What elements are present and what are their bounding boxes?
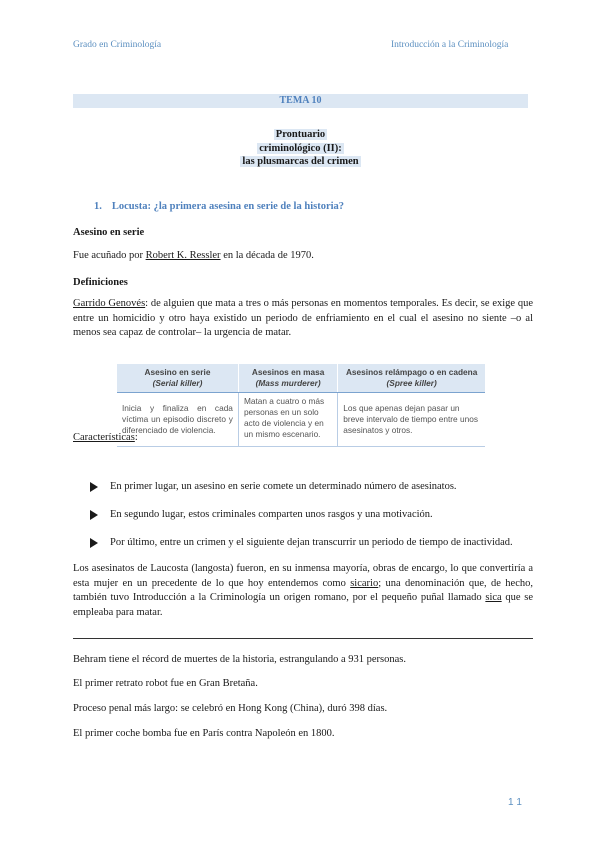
tema-bar: TEMA 10 <box>73 94 528 108</box>
asesino-paragraph <box>73 249 533 264</box>
table-header-mass <box>238 364 337 393</box>
asesino-text-after: en la década de 1970. <box>220 250 314 261</box>
table-header-title: Asesinos relámpago o en cadena <box>345 367 478 377</box>
list-item <box>90 481 457 492</box>
asesino-author: Robert K. Ressler <box>145 250 221 261</box>
section-title: Locusta: ¿la primera asesina en serie de la historia? <box>111 201 345 212</box>
arrow-bullet-icon <box>90 482 98 492</box>
list-item <box>90 537 513 548</box>
table-header-spree <box>338 364 485 393</box>
header-left: Grado en Criminología <box>73 40 162 50</box>
table-header-sub: (Serial killer) <box>152 378 203 388</box>
asesino-heading: Asesino en serie <box>73 227 145 238</box>
table-cell-mass: Matan a cuatro o más personas en un solo acto de violencia y en un mismo escenario. <box>238 393 337 447</box>
fact-item: Behram tiene el récord de muertes de la historia, estrangulando a 931 personas. <box>73 654 406 665</box>
title-line-3: las plusmarcas del crimen <box>242 156 359 167</box>
locusta-text-1: Los asesinatos de Laucosta (langosta) fueron, en su inmensa mayoría, obras de encargo, lo que convertiría a esta mujer en un precedente de lo que hoy entendemos como <box>73 563 533 589</box>
page-number: 1 1 <box>508 797 522 808</box>
section-number: 1. <box>94 201 102 212</box>
document-title <box>73 128 528 169</box>
table-header-sub: (Mass murderer) <box>255 378 321 388</box>
fact-item: El primer retrato robot fue en Gran Bretaña. <box>73 678 258 689</box>
fact-item: Proceso penal más largo: se celebró en Hong Kong (China), duró 398 días. <box>73 703 388 714</box>
arrow-bullet-icon <box>90 510 98 520</box>
title-line-1: Prontuario <box>275 129 326 140</box>
table-cell-serial: Inicia y finaliza en cada víctima un episodio discreto y diferenciado de violencia. <box>117 393 238 447</box>
table-header-title: Asesino en serie <box>144 367 211 377</box>
caracteristicas-heading <box>73 431 533 446</box>
caracteristicas-label: Características <box>73 432 135 443</box>
list-item-text: Por último, entre un crimen y el siguiente dejan transcurrir un periodo de tiempo de inactividad. <box>110 537 513 548</box>
definiciones-author: Garrido Genovés <box>73 298 146 309</box>
fact-item: El primer coche bomba fue en París contra Napoleón en 1800. <box>73 728 335 739</box>
table-header-serial <box>117 364 238 393</box>
table-header-title: Asesinos en masa <box>251 367 325 377</box>
list-item-text: En primer lugar, un asesino en serie comete un determinado número de asesinatos. <box>110 481 457 492</box>
section-heading <box>94 201 344 212</box>
locusta-text-2: ; una denominación que, de hecho, también tuvo Introducción a la Criminología un origen romano, por el pequeño puñal llamado <box>73 577 533 603</box>
caracteristicas-colon: : <box>134 432 138 443</box>
sica-term: sica <box>485 592 502 603</box>
asesino-text-before: Fue acuñado por <box>73 250 146 261</box>
sicario-term: sicario <box>350 577 379 589</box>
table-header-sub: (Spree killer) <box>386 378 437 388</box>
definiciones-heading: Definiciones <box>73 277 128 288</box>
divider <box>73 638 533 639</box>
title-line-2: criminológico (II): <box>259 142 342 154</box>
arrow-bullet-icon <box>90 538 98 548</box>
locusta-paragraph <box>73 562 533 620</box>
definiciones-text: : de alguien que mata a tres o más personas en momentos temporales. Es decir, se exige que entre un homicidio y otro haya existido un periodo de enfriamiento en el cual el asesino no siente –o al menos sea capaz de controlar– la urgencia de matar. <box>73 298 533 338</box>
list-item-text: En segundo lugar, estos criminales comparten unos rasgos y una motivación. <box>110 509 433 520</box>
locusta-text-3: que se empleaba para matar. <box>73 592 533 618</box>
definiciones-paragraph <box>73 297 533 341</box>
table-cell-spree: Los que apenas dejan pasar un breve intervalo de tiempo entre unos asesinatos y otros. <box>338 393 485 447</box>
list-item <box>90 509 433 520</box>
header-right: Introducción a la Criminología <box>391 40 509 50</box>
